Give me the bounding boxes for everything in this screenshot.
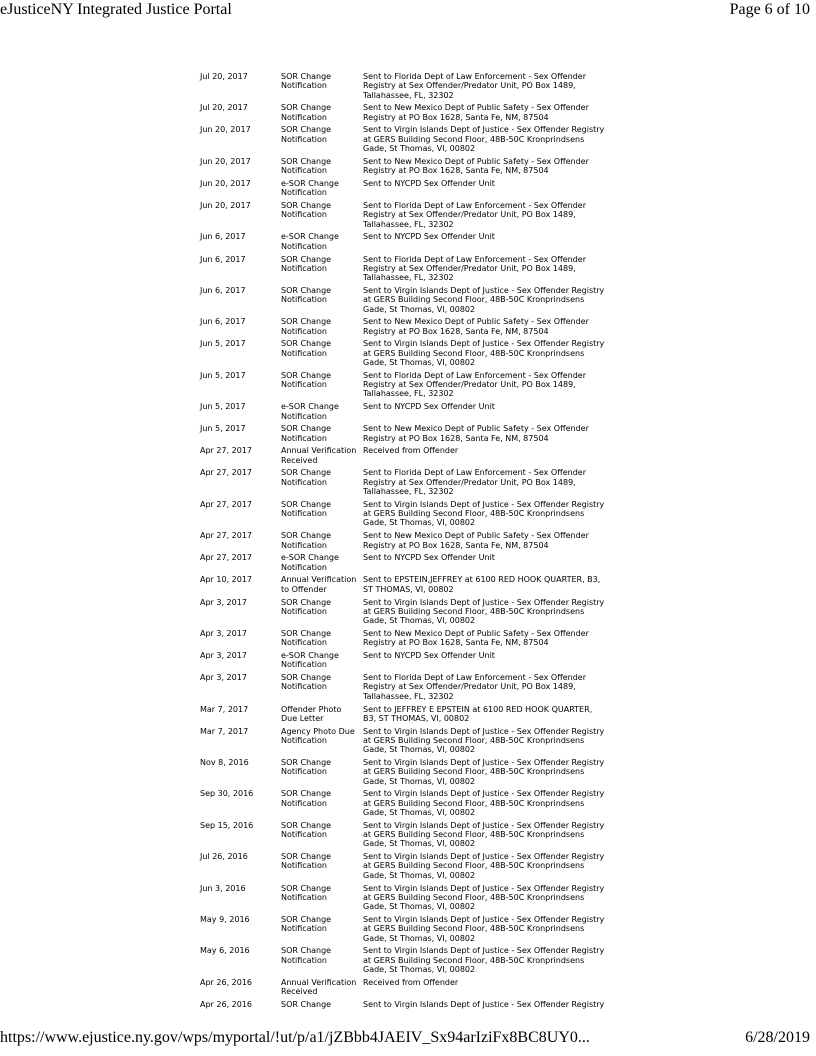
row-description: Sent to Florida Dept of Law Enforcement - Sex Offender Registry at Sex Offender/Predator Unit, PO Box 1489, Tallahassee, FL, 32302 [363,370,587,399]
table-row [197,1000,610,1013]
row-date: Jun 6, 2017 [200,232,246,242]
table-row [197,789,610,820]
row-type: SOR Change Notification [281,370,332,390]
row-date: Jul 20, 2017 [200,103,248,113]
row-type: SOR Change Notification [281,499,332,519]
row-type: Annual Verification Received [281,977,357,997]
row-date: Apr 26, 2016 [200,977,253,987]
row-description: Sent to Florida Dept of Law Enforcement - Sex Offender Registry at Sex Offender/Predator Unit, PO Box 1489, Tallahassee, FL, 32302 [363,201,587,229]
row-date: Apr 10, 2017 [200,575,253,585]
row-description: Sent to New Mexico Dept of Public Safety - Sex Offender Registry at PO Box 1628, Santa Fe, NM, 87504 [363,531,589,550]
row-type: SOR Change Notification [281,201,332,220]
row-description: Sent to New Mexico Dept of Public Safety - Sex Offender Registry at PO Box 1628, Santa Fe, NM, 87504 [363,628,589,648]
row-type: e-SOR Change Notification [281,651,339,670]
table-row [197,201,610,232]
table-row [197,500,610,531]
row-date: Apr 3, 2017 [200,651,247,661]
row-type: SOR Change Notification [281,339,332,358]
row-date: Nov 8, 2016 [200,758,249,767]
row-description: Sent to New Mexico Dept of Public Safety - Sex Offender Registry at PO Box 1628, Santa Fe, NM, 87504 [363,424,589,443]
row-description: Sent to Virgin Islands Dept of Justice - Sex Offender Registry at GERS Building Second Floor, 48B-50C Kronprindsens Gade, St Thomas, VI, 00802 [363,914,605,943]
row-type: SOR Change Notification [281,285,332,305]
row-date: Jun 20, 2017 [200,178,251,188]
row-description: Sent to Virgin Islands Dept of Justice - Sex Offender Registry at GERS Building Second Floor, 48B-50C Kronprindsens Gade, St Thomas, VI, 00802 [363,883,605,912]
table-row [197,727,610,758]
table-row [197,978,610,1000]
row-type: SOR Change Notification [281,597,332,616]
row-type: SOR Change Notification [281,789,332,808]
row-type: SOR Change Notification [281,156,332,176]
row-description: Sent to Virgin Islands Dept of Justice - Sex Offender Registry at GERS Building Second Floor, 48B-50C Kronprindsens Gade, St Thomas, VI, 00802 [363,339,605,368]
page-number: Page 6 of 10 [729,1,810,18]
row-description: Sent to EPSTEIN,JEFFREY at 6100 RED HOOK QUARTER, B3, ST THOMAS, VI, 00802 [363,575,601,594]
row-description: Sent to Virgin Islands Dept of Justice - Sex Offender Registry at GERS Building Second Floor, 48B-50C Kronprindsens Gade, St Thomas, VI, 00802 [363,285,605,314]
table-row [197,758,610,789]
row-type: SOR Change Notification [281,103,332,122]
table-row [197,424,610,446]
row-date: Apr 27, 2017 [200,499,253,509]
row-description: Sent to Virgin Islands Dept of Justice - Sex Offender Registry at GERS Building Second Floor, 48B-50C Kronprindsens Gade, St Thomas, VI, 00802 [363,946,605,974]
row-description: Sent to Virgin Islands Dept of Justice - Sex Offender Registry at GERS Building Second Floor, 48B-50C Kronprindsens Gade, St Thomas, VI, 00802 [363,726,605,755]
row-type: SOR Change Notification [281,946,332,965]
row-description: Sent to Virgin Islands Dept of Justice - Sex Offender Registry at GERS Building Second Floor, 48B-50C Kronprindsens Gade, St Thomas, VI, 00802 [363,499,605,528]
row-description: Sent to New Mexico Dept of Public Safety - Sex Offender Registry at PO Box 1628, Santa Fe, NM, 87504 [363,317,589,336]
row-date: Jun 6, 2017 [200,317,246,327]
table-row [197,553,610,575]
table-row [197,402,610,424]
row-description: Received from Offender [363,446,459,456]
table-row [197,946,610,977]
row-date: Apr 27, 2017 [200,553,253,563]
row-type: SOR Change Notification [281,628,332,648]
row-description: Sent to Virgin Islands Dept of Justice - Sex Offender Registry at GERS Building Second Floor, 48B-50C Kronprindsens Gade, St Thomas, VI, 00802 [363,758,605,786]
row-type: SOR Change Notification [281,531,332,550]
row-type: SOR Change Notification [281,820,332,840]
row-date: Apr 27, 2017 [200,468,253,478]
table-row [197,598,610,629]
row-date: Jun 20, 2017 [200,125,251,135]
row-description: Sent to Florida Dept of Law Enforcement - Sex Offender Registry at Sex Offender/Predator Unit, PO Box 1489, Tallahassee, FL, 32302 [363,72,587,100]
row-description: Sent to NYCPD Sex Offender Unit [363,178,495,188]
row-date: Apr 27, 2017 [200,531,253,541]
row-description: Sent to NYCPD Sex Offender Unit [363,402,495,412]
table-row [197,125,610,156]
table-row [197,317,610,339]
page-url: https://www.ejustice.ny.gov/wps/myportal/!ut/p/a1/jZBbb4JAEIV_Sx94arIziFx8BC8UY0... [0,1029,590,1046]
row-type: SOR Change [281,999,332,1009]
row-description: Sent to Virgin Islands Dept of Justice - Sex Offender Registry at GERS Building Second Floor, 48B-50C Kronprindsens Gade, St Thomas, VI, 00802 [363,820,605,849]
row-type: SOR Change Notification [281,468,332,487]
row-type: Annual Verification Received [281,446,357,465]
row-description: Sent to Florida Dept of Law Enforcement - Sex Offender Registry at Sex Offender/Predator Unit, PO Box 1489, Tallahassee, FL, 32302 [363,673,587,701]
row-date: May 9, 2016 [200,914,250,924]
table-row [197,286,610,317]
row-description: Sent to JEFFREY E EPSTEIN at 6100 RED HOOK QUARTER, B3, ST THOMAS, VI, 00802 [363,704,593,723]
row-date: Jul 20, 2017 [200,72,248,81]
row-date: Jul 26, 2016 [200,852,248,862]
row-type: SOR Change Notification [281,254,332,273]
row-description: Sent to Virgin Islands Dept of Justice - Sex Offender Registry at GERS Building Second Floor, 48B-50C Kronprindsens Gade, St Thomas, VI, 00802 [363,789,605,817]
table-row [197,232,610,254]
table-row [197,915,610,946]
row-date: Jun 3, 2016 [200,883,246,893]
row-type: Agency Photo Due Notification [281,726,355,745]
row-description: Received from Offender [363,977,459,987]
row-type: e-SOR Change Notification [281,553,339,572]
row-description: Sent to Florida Dept of Law Enforcement - Sex Offender Registry at Sex Offender/Predator Unit, PO Box 1489, Tallahassee, FL, 32302 [363,468,587,497]
table-row [197,446,610,468]
row-date: Jun 5, 2017 [200,402,246,412]
row-type: e-SOR Change Notification [281,402,339,421]
notification-history-table [197,72,610,1013]
table-row [197,673,610,704]
table-row [197,468,610,499]
row-date: Mar 7, 2017 [200,726,249,736]
document-title: eJusticeNY Integrated Justice Portal [0,1,232,18]
row-type: SOR Change Notification [281,424,332,443]
row-date: Apr 27, 2017 [200,446,253,456]
table-row [197,339,610,370]
table-row [197,157,610,179]
row-date: Jun 6, 2017 [200,254,246,264]
row-description: Sent to NYCPD Sex Offender Unit [363,232,495,242]
row-description: Sent to Virgin Islands Dept of Justice - Sex Offender Registry at GERS Building Second Floor, 48B-50C Kronprindsens Gade, St Thomas, VI, 00802 [363,125,605,154]
row-description: Sent to New Mexico Dept of Public Safety - Sex Offender Registry at PO Box 1628, Santa Fe, NM, 87504 [363,103,589,122]
row-date: Jun 6, 2017 [200,285,246,295]
row-description: Sent to Florida Dept of Law Enforcement - Sex Offender Registry at Sex Offender/Predator Unit, PO Box 1489, Tallahassee, FL, 32302 [363,254,587,283]
row-date: Apr 3, 2017 [200,628,247,638]
row-date: Sep 30, 2016 [200,789,254,799]
row-description: Sent to NYCPD Sex Offender Unit [363,553,495,563]
table-row [197,179,610,201]
table-row [197,72,610,103]
row-type: SOR Change Notification [281,883,332,902]
row-type: Annual Verification to Offender [281,575,357,594]
table-row [197,651,610,673]
row-type: SOR Change Notification [281,673,332,692]
row-date: Apr 3, 2017 [200,597,247,607]
row-date: Jun 5, 2017 [200,424,246,434]
table-row [197,821,610,852]
row-type: e-SOR Change Notification [281,178,339,198]
row-type: SOR Change Notification [281,72,332,91]
print-date: 6/28/2019 [745,1029,810,1046]
table-row [197,255,610,286]
row-date: Jun 20, 2017 [200,201,251,211]
row-type: SOR Change Notification [281,125,332,144]
row-description: Sent to Virgin Islands Dept of Justice - Sex Offender Registry at GERS Building Second Floor, 48B-50C Kronprindsens Gade, St Thomas, VI, 00802 [363,597,605,626]
row-date: May 6, 2016 [200,946,250,956]
row-date: Jun 20, 2017 [200,156,251,166]
table-row [197,705,610,727]
row-date: Sep 15, 2016 [200,820,254,830]
table-row [197,852,610,883]
table-row [197,884,610,915]
row-date: Apr 26, 2016 [200,999,253,1009]
row-type: SOR Change Notification [281,758,332,777]
table-row [197,103,610,125]
row-date: Jun 5, 2017 [200,370,246,380]
row-type: SOR Change Notification [281,914,332,934]
row-type: SOR Change Notification [281,852,332,871]
row-type: SOR Change Notification [281,317,332,336]
table-row [197,371,610,402]
row-date: Apr 3, 2017 [200,673,247,683]
row-date: Jun 5, 2017 [200,339,246,349]
row-description: Sent to Virgin Islands Dept of Justice - Sex Offender Registry at GERS Building Second Floor, 48B-50C Kronprindsens Gade, St Thomas, VI, 00802 [363,852,605,880]
row-description: Sent to New Mexico Dept of Public Safety - Sex Offender Registry at PO Box 1628, Santa Fe, NM, 87504 [363,156,589,176]
row-type: e-SOR Change Notification [281,232,339,251]
table-row [197,629,610,651]
row-type: Offender Photo Due Letter [281,704,342,723]
row-date: Mar 7, 2017 [200,704,249,714]
row-description: Sent to NYCPD Sex Offender Unit [363,651,495,661]
table-row [197,575,610,597]
table-row [197,531,610,553]
row-description: Sent to Virgin Islands Dept of Justice - Sex Offender Registry [363,999,605,1009]
